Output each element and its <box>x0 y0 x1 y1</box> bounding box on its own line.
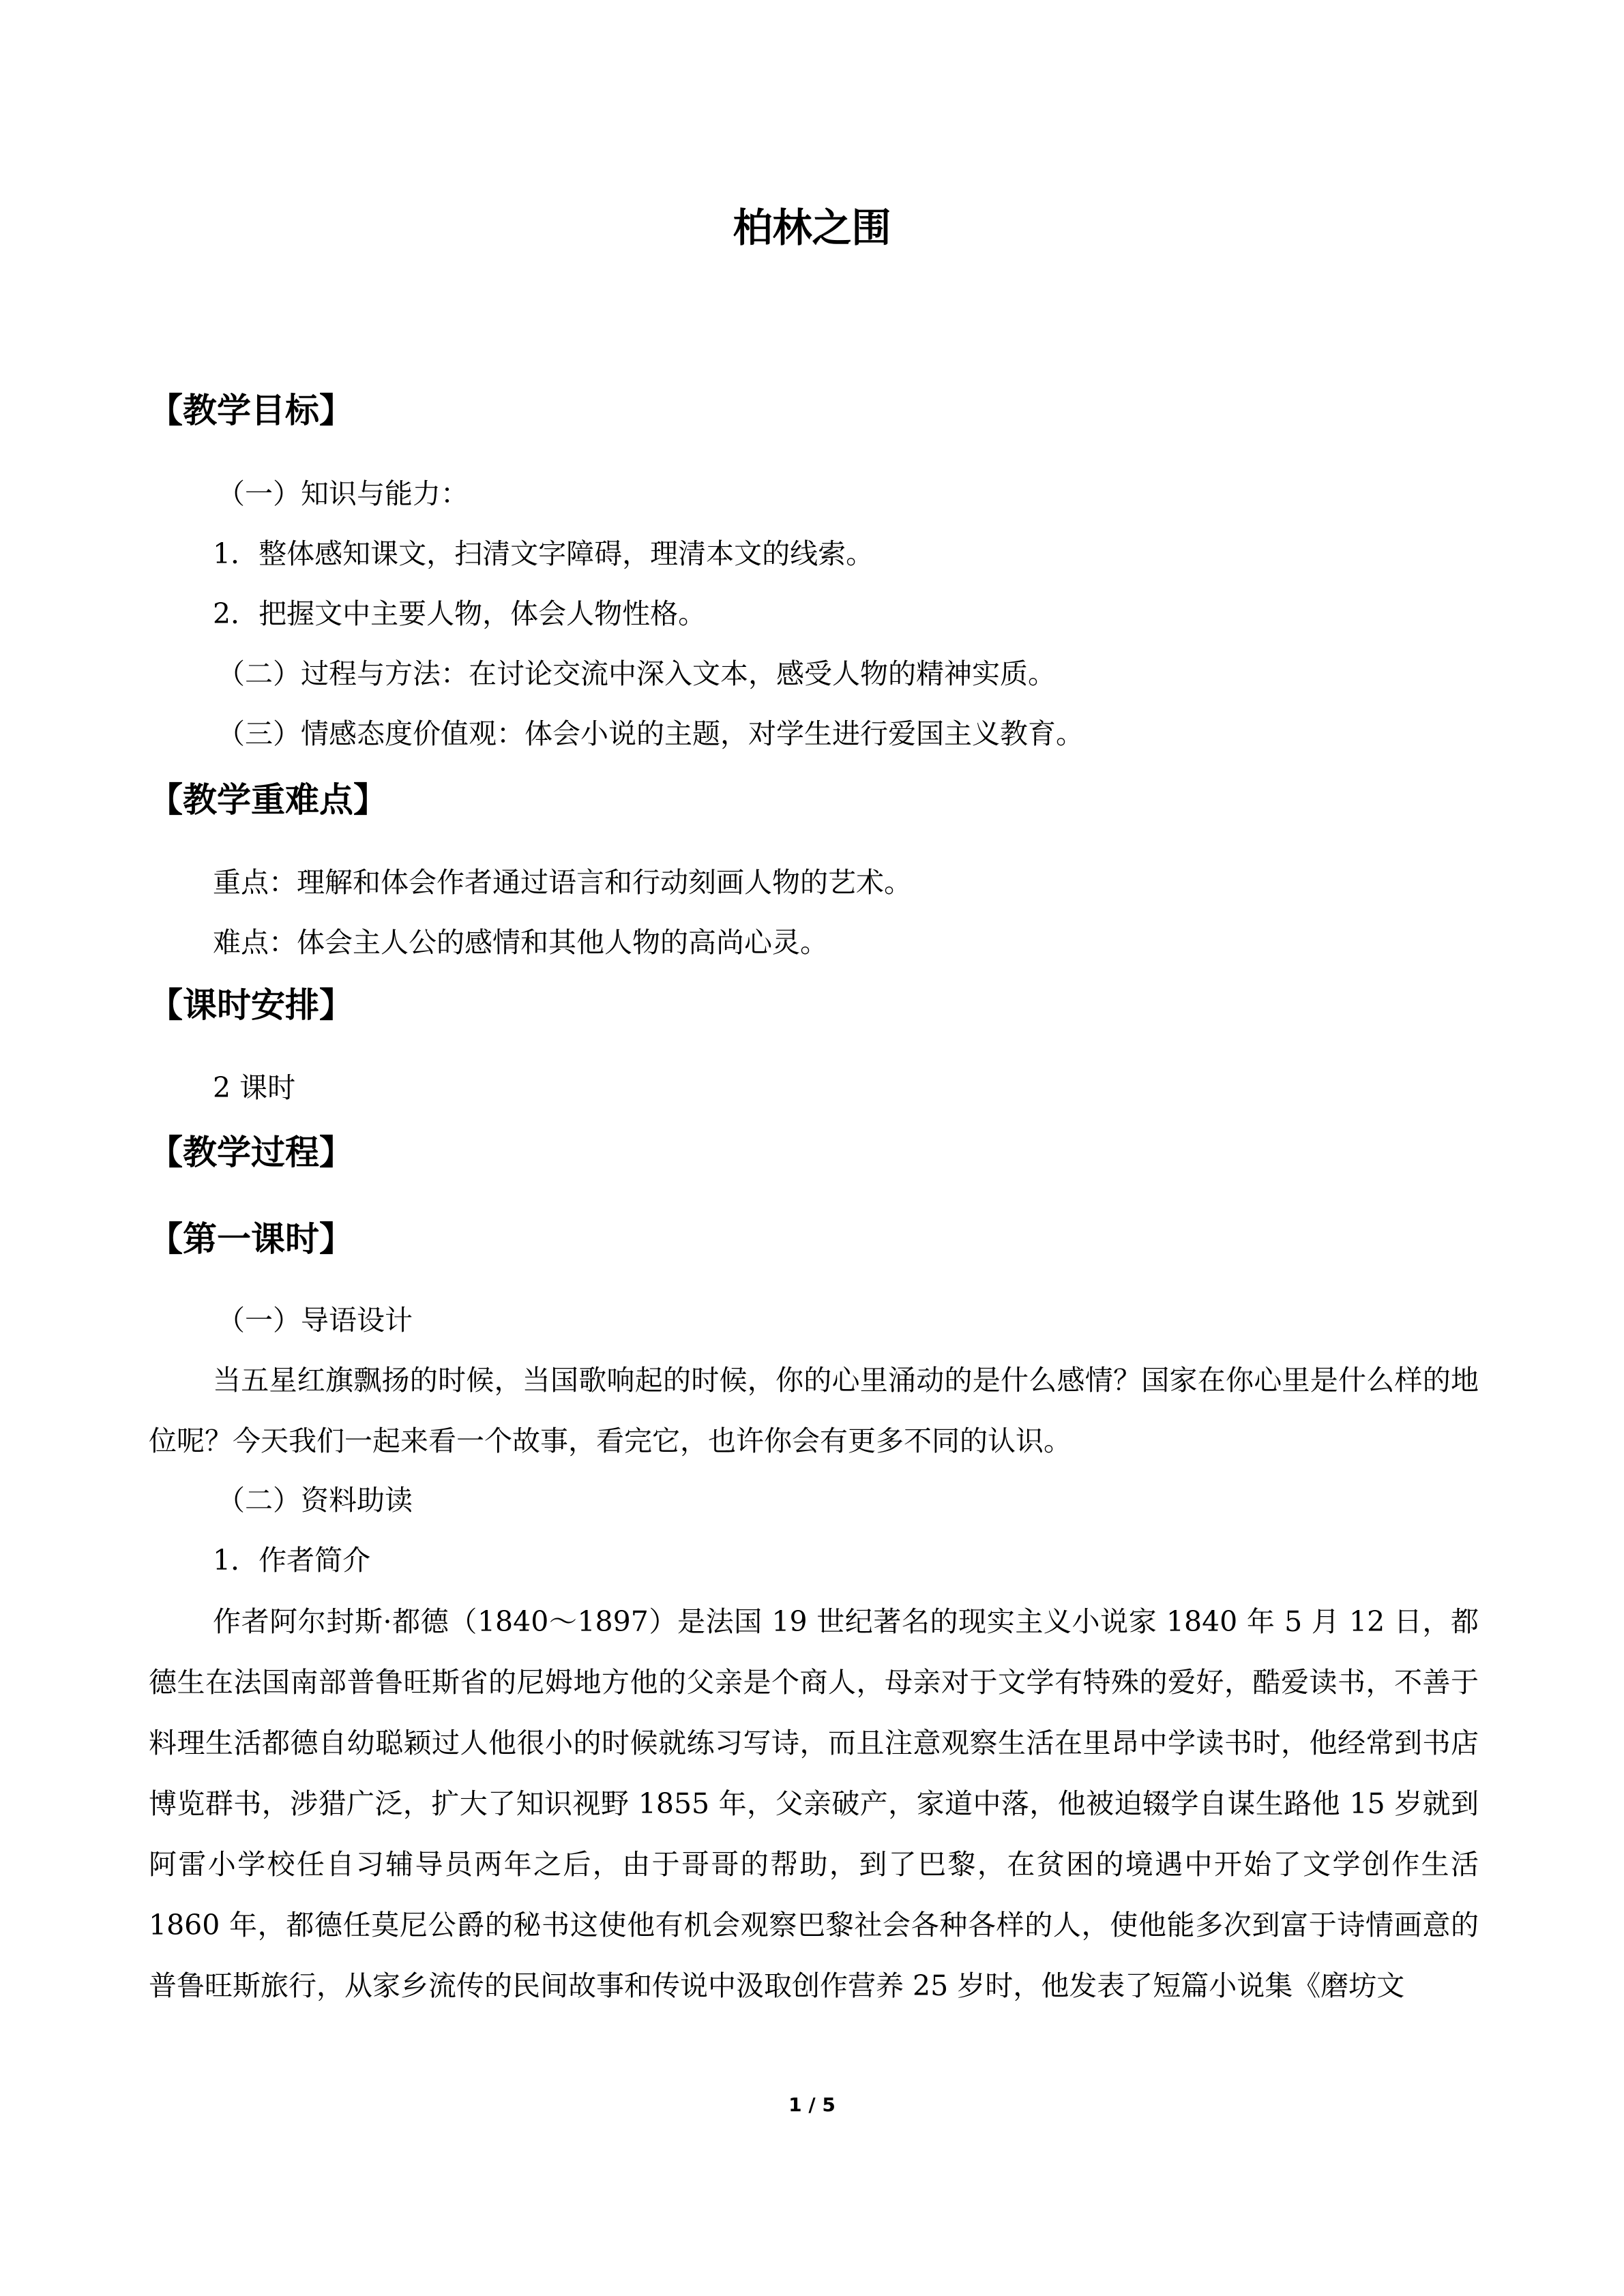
page-number: 1 / 5 <box>788 2093 836 2116</box>
heading-process: 【教学过程】 <box>149 1133 353 1172</box>
heading-schedule: 【课时安排】 <box>149 985 353 1025</box>
heading-lesson-1: 【第一课时】 <box>149 1219 353 1259</box>
document-title: 柏林之围 <box>733 205 891 251</box>
objectives-item-2: 2．把握文中主要人物，体会人物性格。 <box>213 597 707 630</box>
heading-objectives: 【教学目标】 <box>149 391 353 430</box>
lesson-1-intro-heading: （一）导语设计 <box>217 1304 413 1337</box>
lesson-1-material-heading: （二）资料助读 <box>217 1484 413 1517</box>
schedule-hours: 2 课时 <box>213 1071 296 1104</box>
key-points-difficulty: 难点：体会主人公的感情和其他人物的高尚心灵。 <box>213 926 828 959</box>
lesson-1-author-text: 作者阿尔封斯·都德（1840～1897）是法国 19 世纪著名的现实主义小说家 1840 年 5 月 12 日，都德生在法国南部普鲁旺斯省的尼姆地方他的父亲是个商人，母亲对于文学有特殊的爱好，酷爱读书，不善于料理生活都德自幼聪颖过人他很小的时候就练习写诗，而且注意观察生活在里昂中学读书时，他经常到书店博览群书，涉猎广泛，扩大了知识视野 1855 年，父亲破产，家道中落，他被迫辍学自谋生路他 15 岁就到阿雷小学校任自习辅导员两年之后，由于哥哥的帮助，到了巴黎，在贫困的境遇中开始了文学创作生活 1860 年，都德任莫尼公爵的秘书这使他有机会观察巴黎社会各种各样的人，使他能多次到富于诗情画意的普鲁旺斯旅行，从家乡流传的民间故事和传说中汲取创作营养 25 岁时，他发表了短篇小说集《磨坊文 <box>149 1605 1479 2002</box>
lesson-1-author-heading: 1．作者简介 <box>213 1544 371 1577</box>
key-points-focus: 重点：理解和体会作者通过语言和行动刻画人物的艺术。 <box>213 866 912 899</box>
objectives-process: （二）过程与方法：在讨论交流中深入文本，感受人物的精神实质。 <box>217 657 1056 690</box>
objectives-item-1: 1．整体感知课文，扫清文字障碍，理清本文的线索。 <box>213 537 874 570</box>
objectives-emotion: （三）情感态度价值观：体会小说的主题，对学生进行爱国主义教育。 <box>217 717 1084 750</box>
objectives-knowledge: （一）知识与能力： <box>217 477 469 510</box>
lesson-1-intro-text: 当五星红旗飘扬的时候，当国歌响起的时候，你的心里涌动的是什么感情？国家在你心里是什么样的地位呢？今天我们一起来看一个故事，看完它，也许你会有更多不同的认识。 <box>149 1364 1479 1457</box>
heading-key-points: 【教学重难点】 <box>149 780 387 820</box>
